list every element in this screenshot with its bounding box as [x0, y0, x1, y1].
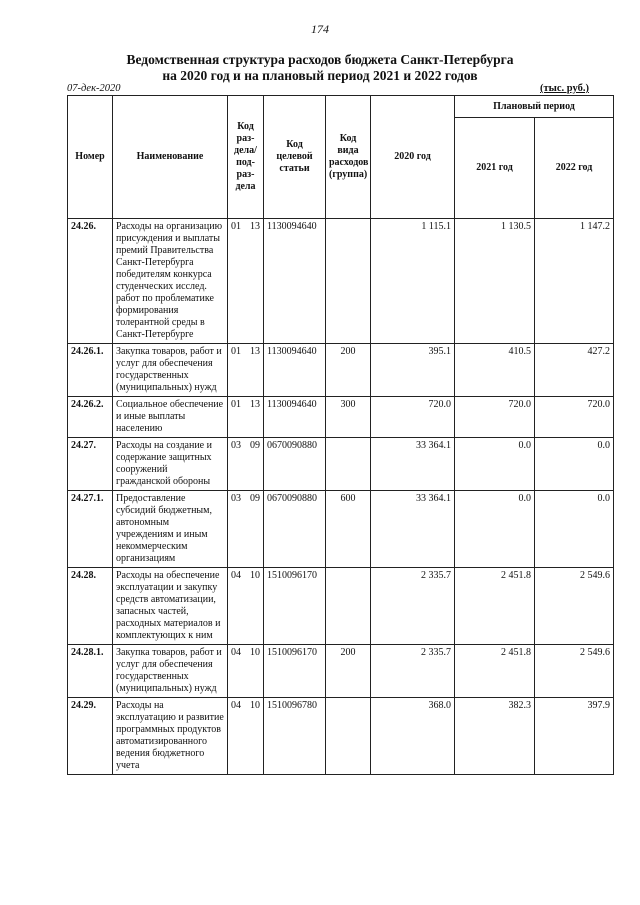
row-target-code: 1130094640 — [264, 219, 326, 344]
row-amount-2020: 33 364.1 — [371, 438, 455, 491]
row-amount-2020: 720.0 — [371, 397, 455, 438]
table-row — [68, 568, 614, 645]
row-section-code — [228, 491, 264, 568]
row-target-code: 1130094640 — [264, 344, 326, 397]
units-label: (тыс. руб.) — [540, 83, 589, 94]
row-number: 24.28.1. — [68, 645, 113, 698]
row-name: Закупка товаров, работ и услуг для обеспечения государственных (муниципальных) нужд — [113, 344, 228, 397]
header-2022: 2022 год — [535, 118, 614, 219]
row-amount-2021: 0.0 — [455, 491, 535, 568]
row-section-code — [228, 397, 264, 438]
row-name: Расходы на обеспечение эксплуатации и закупку средств автоматизации, запасных частей, расходных материалов и комплектующих к ним — [113, 568, 228, 645]
subsection-code: 09 — [250, 493, 260, 504]
document-date: 07-дек-2020 — [67, 83, 121, 94]
row-amount-2021: 2 451.8 — [455, 645, 535, 698]
document-title — [0, 52, 640, 84]
page-number: 174 — [311, 22, 329, 36]
title-line-1: Ведомственная структура расходов бюджета Санкт-Петербурга — [126, 52, 514, 67]
row-amount-2021: 2 451.8 — [455, 568, 535, 645]
section-code: 01 — [231, 399, 241, 410]
budget-table — [67, 95, 614, 775]
header-expense-type-code: Код вида расходов (группа) — [326, 96, 371, 219]
row-amount-2020: 1 115.1 — [371, 219, 455, 344]
row-expense-type: 600 — [326, 491, 371, 568]
row-target-code: 1130094640 — [264, 397, 326, 438]
subsection-code: 10 — [250, 570, 260, 581]
section-code: 03 — [231, 493, 241, 504]
row-expense-type — [326, 568, 371, 645]
row-name: Социальное обеспечение и иные выплаты населению — [113, 397, 228, 438]
section-code: 03 — [231, 440, 241, 451]
row-name: Расходы на организацию присуждения и выплаты премий Правительства Санкт-Петербурга победителям конкурса студенческих исслед. работ по проблематике формирования толерантной среды в Санкт-Петербурге — [113, 219, 228, 344]
table-row — [68, 344, 614, 397]
row-number: 24.29. — [68, 698, 113, 775]
row-amount-2020: 2 335.7 — [371, 568, 455, 645]
row-number: 24.27.1. — [68, 491, 113, 568]
row-expense-type: 200 — [326, 645, 371, 698]
row-number: 24.26. — [68, 219, 113, 344]
header-number: Номер — [68, 96, 113, 219]
row-name: Закупка товаров, работ и услуг для обеспечения государственных (муниципальных) нужд — [113, 645, 228, 698]
row-expense-type — [326, 219, 371, 344]
row-amount-2022: 2 549.6 — [535, 645, 614, 698]
section-code: 01 — [231, 346, 241, 357]
row-section-code — [228, 219, 264, 344]
table-row — [68, 397, 614, 438]
row-amount-2022: 720.0 — [535, 397, 614, 438]
row-name: Расходы на создание и содержание защитных сооружений гражданской обороны — [113, 438, 228, 491]
row-section-code — [228, 645, 264, 698]
row-amount-2022: 0.0 — [535, 491, 614, 568]
row-amount-2022: 1 147.2 — [535, 219, 614, 344]
header-2020: 2020 год — [371, 96, 455, 219]
row-name: Предоставление субсидий бюджетным, автономным учреждениям и иным некоммерческим организациям — [113, 491, 228, 568]
row-target-code: 0670090880 — [264, 491, 326, 568]
header-target-code: Код целевой статьи — [264, 96, 326, 219]
row-section-code — [228, 344, 264, 397]
section-code: 04 — [231, 700, 241, 711]
header-name: Наименование — [113, 96, 228, 219]
table-row — [68, 491, 614, 568]
table-row — [68, 219, 614, 344]
row-target-code: 1510096170 — [264, 645, 326, 698]
table-row — [68, 698, 614, 775]
table-row — [68, 645, 614, 698]
row-number: 24.26.1. — [68, 344, 113, 397]
row-amount-2020: 395.1 — [371, 344, 455, 397]
section-code: 04 — [231, 647, 241, 658]
row-amount-2021: 410.5 — [455, 344, 535, 397]
subsection-code: 10 — [250, 647, 260, 658]
row-expense-type: 300 — [326, 397, 371, 438]
subsection-code: 13 — [250, 399, 260, 410]
row-amount-2020: 33 364.1 — [371, 491, 455, 568]
row-expense-type — [326, 438, 371, 491]
row-amount-2022: 427.2 — [535, 344, 614, 397]
subsection-code: 13 — [250, 221, 260, 232]
row-expense-type: 200 — [326, 344, 371, 397]
section-code: 04 — [231, 570, 241, 581]
row-amount-2022: 2 549.6 — [535, 568, 614, 645]
row-amount-2020: 368.0 — [371, 698, 455, 775]
header-2021: 2021 год — [455, 118, 535, 219]
row-amount-2021: 382.3 — [455, 698, 535, 775]
section-code: 01 — [231, 221, 241, 232]
row-amount-2021: 720.0 — [455, 397, 535, 438]
row-section-code — [228, 698, 264, 775]
subsection-code: 09 — [250, 440, 260, 451]
row-target-code: 1510096780 — [264, 698, 326, 775]
row-number: 24.27. — [68, 438, 113, 491]
row-section-code — [228, 568, 264, 645]
title-line-2: на 2020 год и на плановый период 2021 и 2022 годов — [162, 68, 478, 83]
row-amount-2021: 0.0 — [455, 438, 535, 491]
row-number: 24.28. — [68, 568, 113, 645]
row-name: Расходы на эксплуатацию и развитие программных продуктов автоматизированного ведения бюджетного учета — [113, 698, 228, 775]
row-number: 24.26.2. — [68, 397, 113, 438]
row-amount-2021: 1 130.5 — [455, 219, 535, 344]
row-amount-2020: 2 335.7 — [371, 645, 455, 698]
row-section-code — [228, 438, 264, 491]
subsection-code: 13 — [250, 346, 260, 357]
row-target-code: 0670090880 — [264, 438, 326, 491]
table-row — [68, 438, 614, 491]
row-amount-2022: 397.9 — [535, 698, 614, 775]
header-section-code: Код раз- дела/ под- раз- дела — [228, 96, 264, 219]
row-amount-2022: 0.0 — [535, 438, 614, 491]
row-target-code: 1510096170 — [264, 568, 326, 645]
header-planned-period: Плановый период — [455, 96, 614, 118]
subsection-code: 10 — [250, 700, 260, 711]
row-expense-type — [326, 698, 371, 775]
